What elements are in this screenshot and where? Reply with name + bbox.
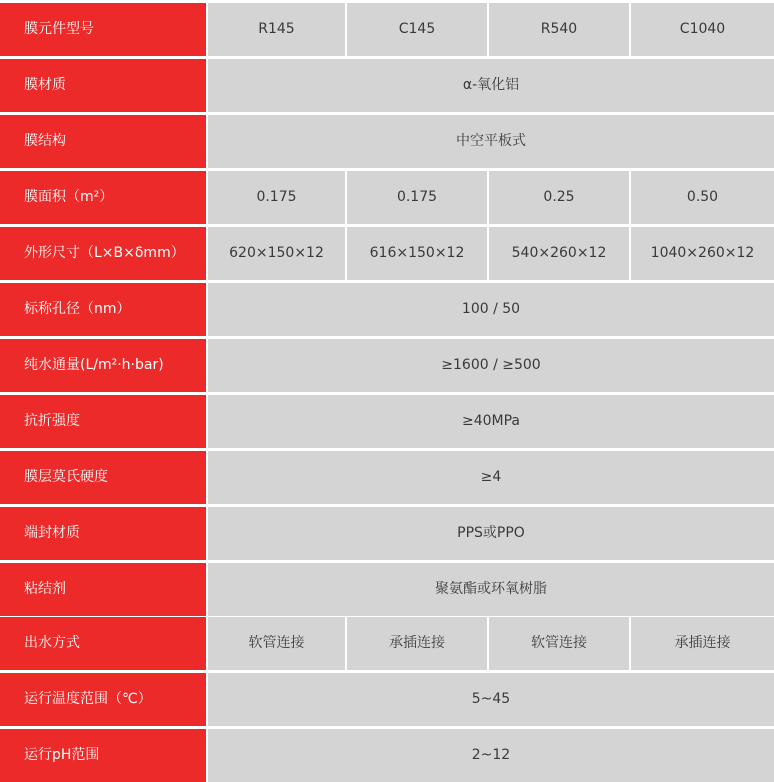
- value-cell: 100 / 50: [208, 283, 774, 336]
- row-label: 膜层莫氏硬度: [0, 451, 206, 504]
- value-cell: ≥40MPa: [208, 395, 774, 448]
- value-cell: 620×150×12: [208, 227, 345, 280]
- value-cell: 616×150×12: [347, 227, 487, 280]
- row-material: [0, 59, 774, 112]
- value-cell: R145: [208, 3, 345, 56]
- value-cell: 2~12: [208, 729, 774, 782]
- value-cell: 聚氨酯或环氧树脂: [208, 563, 774, 616]
- value-cell: α-氧化铝: [208, 59, 774, 112]
- row-dimensions: [0, 227, 774, 280]
- value-cell: C1040: [631, 3, 774, 56]
- value-cell: C145: [347, 3, 487, 56]
- value-cell: 软管连接: [489, 617, 629, 670]
- row-pore-size: [0, 283, 774, 336]
- row-label: 运行pH范围: [0, 729, 206, 782]
- row-outlet: [0, 617, 774, 670]
- value-cell: 0.175: [347, 171, 487, 224]
- value-cell: 540×260×12: [489, 227, 629, 280]
- row-flexural-strength: [0, 395, 774, 448]
- value-cell: 5~45: [208, 673, 774, 726]
- row-mohs-hardness: [0, 451, 774, 504]
- value-cell: 承插连接: [347, 617, 487, 670]
- row-label: 粘结剂: [0, 563, 206, 616]
- value-cell: ≥1600 / ≥500: [208, 339, 774, 392]
- row-end-seal: [0, 507, 774, 560]
- row-area: [0, 171, 774, 224]
- row-label: 膜结构: [0, 115, 206, 168]
- value-cell: 1040×260×12: [631, 227, 774, 280]
- row-label: 外形尺寸（L×B×δmm）: [0, 227, 206, 280]
- row-structure: [0, 115, 774, 168]
- value-cell: 0.175: [208, 171, 345, 224]
- value-cell: PPS或PPO: [208, 507, 774, 560]
- value-cell: 0.50: [631, 171, 774, 224]
- row-label: 标称孔径（nm）: [0, 283, 206, 336]
- row-label: 运行温度范围（℃）: [0, 673, 206, 726]
- row-label: 膜元件型号: [0, 3, 206, 56]
- row-label: 膜面积（m²）: [0, 171, 206, 224]
- value-cell: R540: [489, 3, 629, 56]
- row-water-flux: [0, 339, 774, 392]
- row-label: 出水方式: [0, 617, 206, 670]
- row-label: 端封材质: [0, 507, 206, 560]
- row-adhesive: [0, 563, 774, 616]
- value-cell: 软管连接: [208, 617, 345, 670]
- value-cell: 承插连接: [631, 617, 774, 670]
- row-label: 纯水通量(L/m²·h·bar): [0, 339, 206, 392]
- row-model: [0, 3, 774, 56]
- row-label: 膜材质: [0, 59, 206, 112]
- value-cell: 中空平板式: [208, 115, 774, 168]
- value-cell: 0.25: [489, 171, 629, 224]
- value-cell: ≥4: [208, 451, 774, 504]
- row-label: 抗折强度: [0, 395, 206, 448]
- row-temperature: [0, 673, 774, 726]
- row-ph: [0, 729, 774, 782]
